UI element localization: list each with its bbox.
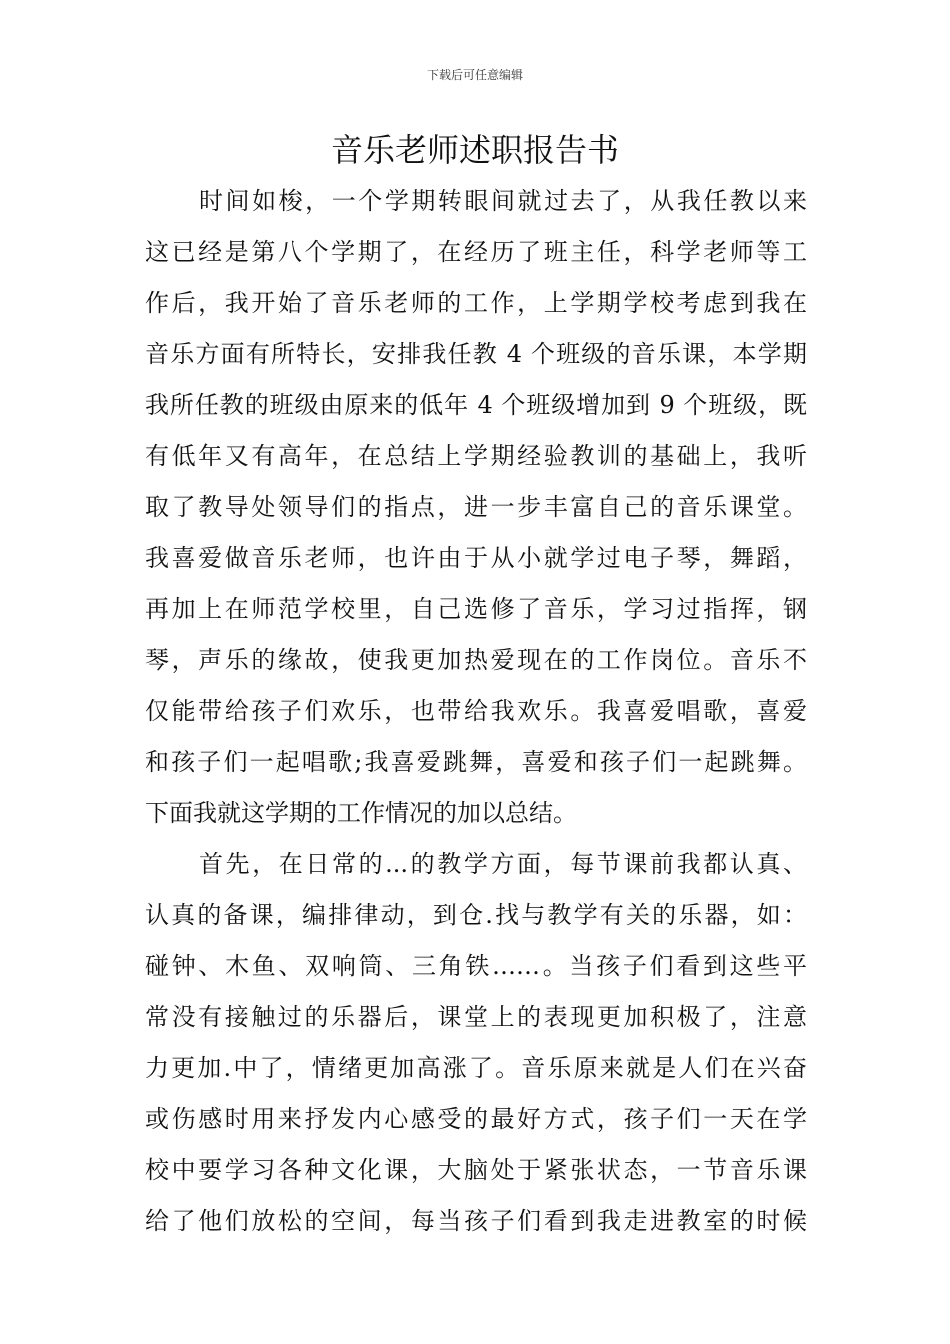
paragraph-line: 琴，声乐的缘故，使我更加热爱现在的工作岗位。音乐不: [145, 646, 807, 674]
document-body: [145, 176, 807, 1247]
paragraph-line: 仅能带给孩子们欢乐，也带给我欢乐。我喜爱唱歌，喜爱: [145, 697, 807, 725]
paragraph-line: 作后，我开始了音乐老师的工作，上学期学校考虑到我在: [145, 289, 807, 317]
paragraph-2: [145, 839, 807, 1247]
paragraph-line: 认真的备课，编排律动，到仓.找与教学有关的乐器，如：: [145, 901, 807, 929]
paragraph-line: 下面我就这学期的工作情况的加以总结。: [145, 799, 577, 827]
header-note: 下载后可任意编辑: [426, 68, 523, 82]
document-title: 音乐老师述职报告书: [330, 131, 619, 169]
paragraph-line: 和孩子们一起唱歌;我喜爱跳舞，喜爱和孩子们一起跳舞。: [145, 748, 807, 776]
paragraph-line: 首先，在日常的...的教学方面，每节课前我都认真、: [199, 850, 807, 878]
paragraph-line: 校中要学习各种文化课，大脑处于紧张状态，一节音乐课: [145, 1156, 807, 1184]
paragraph-1: [145, 176, 807, 839]
paragraph-line: 碰钟、木鱼、双响筒、三角铁……。当孩子们看到这些平: [145, 952, 807, 980]
paragraph-line: 取了教导处领导们的指点，进一步丰富自己的音乐课堂。: [145, 493, 807, 521]
paragraph-line: 再加上在师范学校里，自己选修了音乐，学习过指挥，钢: [145, 595, 807, 623]
paragraph-line: 这已经是第八个学期了，在经历了班主任，科学老师等工: [145, 238, 807, 266]
paragraph-line: 常没有接触过的乐器后，课堂上的表现更加积极了，注意: [145, 1003, 807, 1031]
paragraph-line: 我喜爱做音乐老师，也许由于从小就学过电子琴，舞蹈，: [145, 544, 807, 572]
paragraph-line: 时间如梭，一个学期转眼间就过去了，从我任教以来: [199, 187, 807, 215]
paragraph-line: 音乐方面有所特长，安排我任教 4 个班级的音乐课，本学期: [145, 340, 807, 368]
paragraph-line: 力更加.中了，情绪更加高涨了。音乐原来就是人们在兴奋: [145, 1054, 807, 1082]
paragraph-line: 我所任教的班级由原来的低年 4 个班级增加到 9 个班级，既: [145, 391, 807, 419]
paragraph-line: 给了他们放松的空间，每当孩子们看到我走进教室的时候: [145, 1207, 807, 1235]
paragraph-line: 有低年又有高年，在总结上学期经验教训的基础上，我听: [145, 442, 807, 470]
paragraph-line: 或伤感时用来抒发内心感受的最好方式，孩子们一天在学: [145, 1105, 807, 1133]
